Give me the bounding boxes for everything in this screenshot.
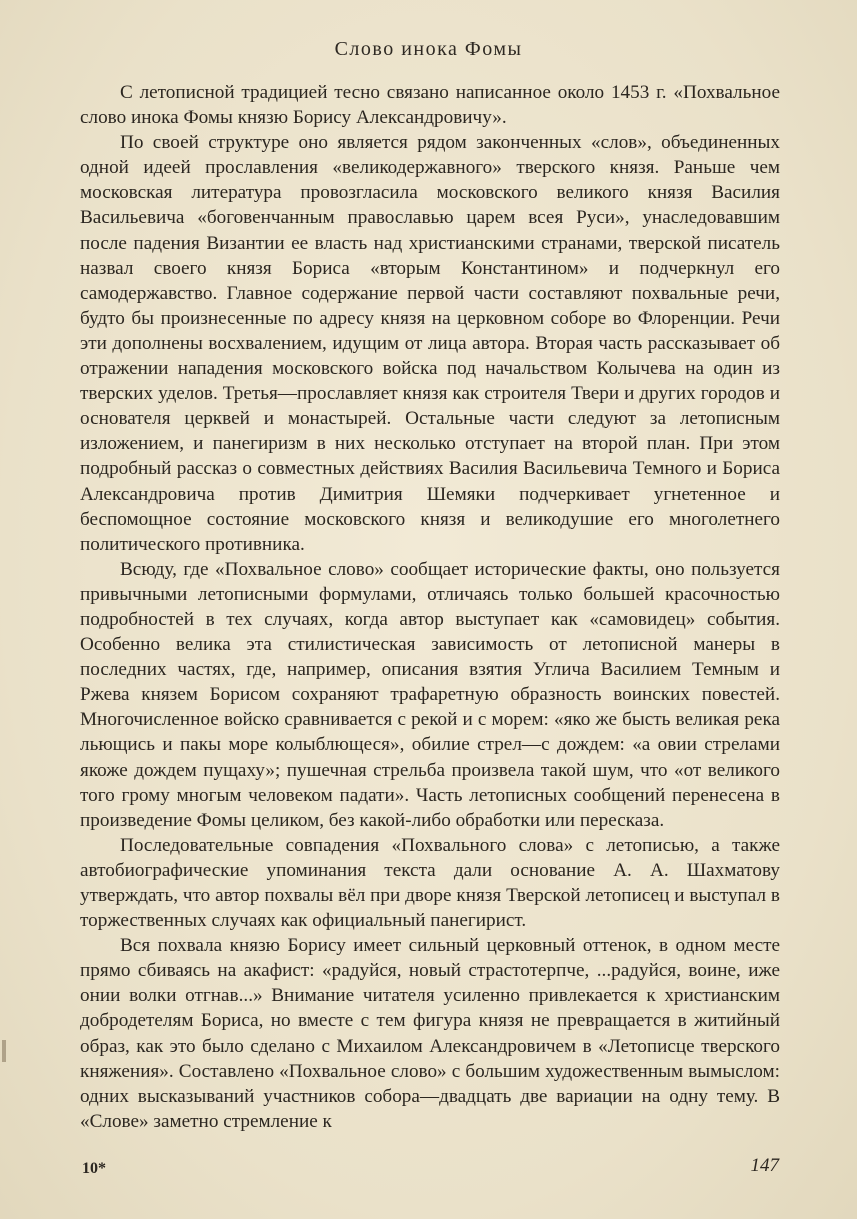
printer-signature: 10* bbox=[82, 1160, 106, 1177]
page-number: 147 bbox=[750, 1155, 779, 1176]
page-edge-mark bbox=[2, 1040, 6, 1062]
page-body bbox=[80, 80, 780, 1134]
paragraph: С летописной традицией тесно связано написанное около 1453 г. «Похвальное слово инока Фомы князю Борису Александровичу». bbox=[80, 82, 780, 129]
paragraph: Вся похвала князю Борису имеет сильный церковный оттенок, в одном месте прямо сбиваясь на акафист: «радуйся, новый страстотерпче, ...радуйся, воине, иже онии волки отгнав...» Внимание читателя усиленно привлекается к христианским добродетелям Бориса, но вместе с тем фигура князя не превращается в житийный образ, как это было сделано с Михаилом Александровичем в «Летописце тверского княжения». Составлено «Похвальное слово» с большим художественным вымыслом: одних высказываний участников собора—двадцать две вариации на одну тему. В «Слове» заметно стремление к bbox=[80, 935, 780, 1132]
paragraph: Последовательные совпадения «Похвального слова» с летописью, а также автобиографические упоминания текста дали основание А. А. Шахматову утверждать, что автор похвалы вёл при дворе князя Тверской летописец и выступал в торжественных случаях как официальный панегирист. bbox=[80, 834, 780, 932]
paragraph: Всюду, где «Похвальное слово» сообщает исторические факты, оно пользуется привычными летописными формулами, отличаясь только большей красочностью подробностей в тех случаях, когда автор выступает как «самовидец» события. Особенно велика эта стилистическая зависимость от летописной манеры в последних частях, где, например, описания взятия Углича Василием Темным и Ржева князем Борисом сохраняют трафаретную образность воинских повестей. Многочисленное войско сравнивается с рекой и с морем: «яко же бысть великая река льющись и пакы море колыблющеся», обилие стрел—с дождем: «а овии стрелами якоже дождем пущаху»; пушечная стрельба произвела такой шум, что «от великого того грому многым человеком падати». Часть летописных сообщений перенесена в произведение Фомы целиком, без какой-либо обработки или пересказа. bbox=[80, 558, 780, 831]
paragraph: По своей структуре оно является рядом законченных «слов», объединенных одной идеей прославления «великодержавного» тверского князя. Раньше чем московская литература провозгласила московского великого князя Василия Васильевича «боговенчанным православью царем всея Руси», унаследовавшим после падения Византии ее власть над христианскими странами, тверской писатель назвал своего князя Бориса «вторым Константином» и подчеркнул его самодержавство. Главное содержание первой части составляют похвальные речи, будто бы произнесенные по адресу князя на церковном соборе во Флоренции. Речи эти дополнены восхвалением, идущим от лица автора. Вторая часть рассказывает об отражении нападения московского войска под начальством Колычева на один из тверских уделов. Третья—прославляет князя как строителя Твери и других городов и основателя церквей и монастырей. Остальные части следуют за летописным изложением, и панегиризм в них несколько отступает на второй план. При этом подробный рассказ о совместных действиях Василия Васильевича Темного и Бориса Александровича против Димитрия Шемяки подчеркивает угнетенное и беспомощное состояние московского князя и великодушие его многолетнего политического противника. bbox=[80, 132, 780, 555]
chapter-title: Слово инока Фомы bbox=[334, 38, 523, 60]
